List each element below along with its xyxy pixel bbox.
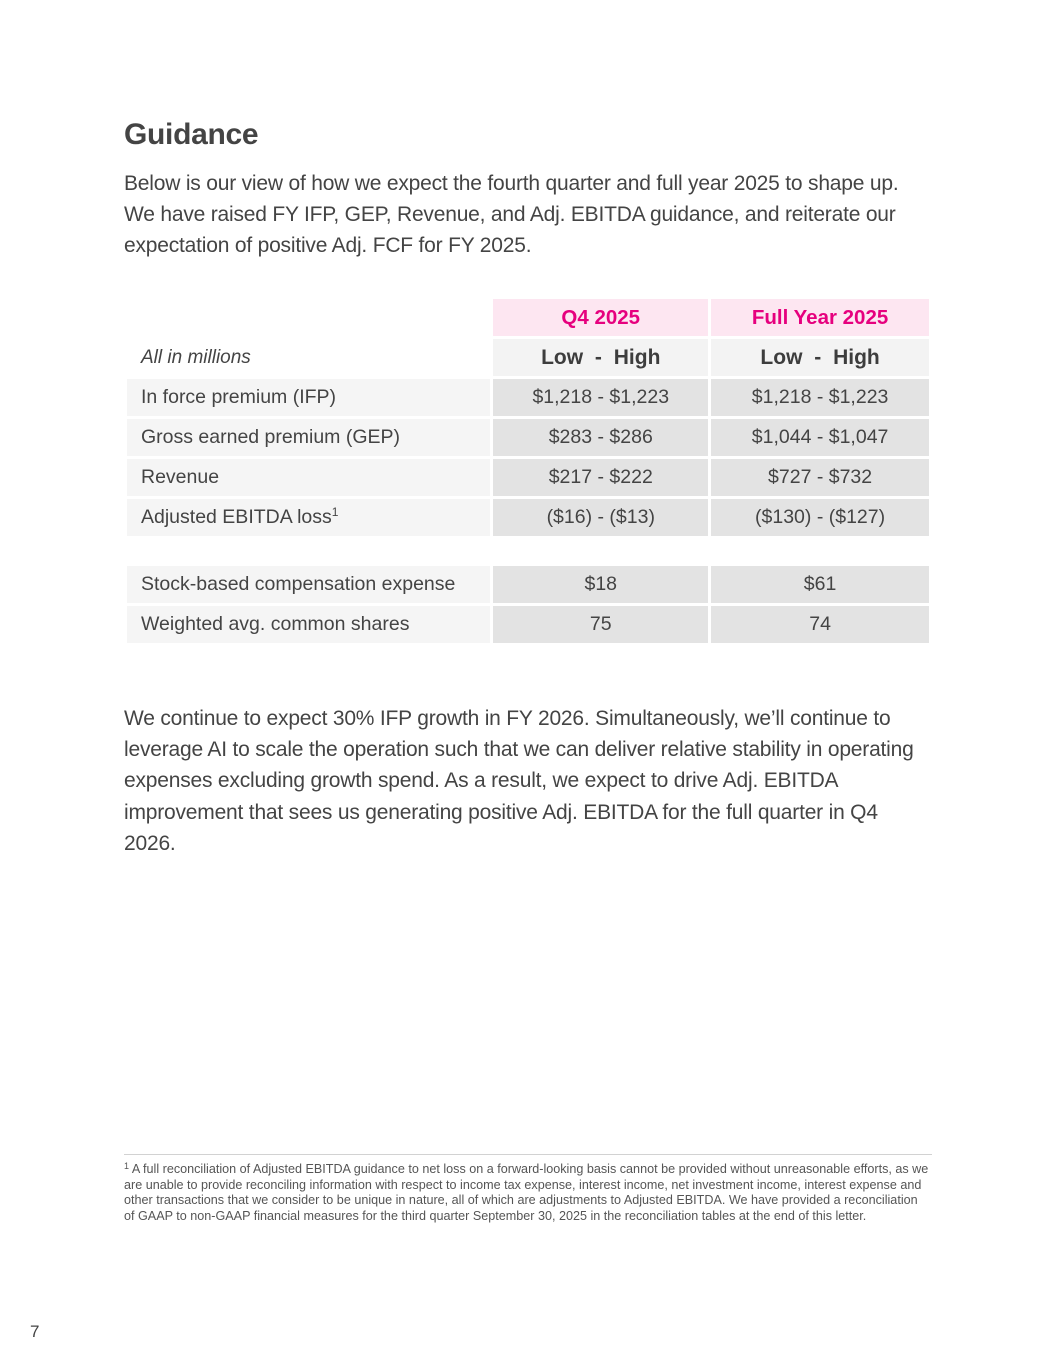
range-header-full-year: Low - High (711, 339, 929, 376)
range-header-row (127, 339, 929, 376)
full-year-value: $1,044 - $1,047 (711, 419, 929, 456)
full-year-value: $727 - $732 (711, 459, 929, 496)
guidance-table (124, 296, 932, 646)
outlook-paragraph: We continue to expect 30% IFP growth in FY 2026. Simultaneously, we’ll continue to leverage AI to scale the operation such that we can deliver relative stability in operating expenses excluding growth spend. As a result, we expect to drive Adj. EBITDA improvement that sees us generating positive Adj. EBITDA for the full quarter in Q4 2026. (124, 707, 914, 855)
q4-value: $1,218 - $1,223 (493, 379, 708, 416)
table-row (127, 459, 929, 496)
full-year-value: ($130) - ($127) (711, 499, 929, 536)
period-header-full-year: Full Year 2025 (711, 299, 929, 336)
row-label-text: Gross earned premium (GEP) (141, 426, 400, 448)
table-row (127, 566, 929, 603)
footnote-text: A full reconciliation of Adjusted EBITDA guidance to net loss on a forward-looking basis cannot be provided without unreasonable efforts, as we are unable to provide reconciling information with respect to income tax expense, interest income, net investment income, interest expense and other transactions that we consider to be unique in nature, all of which are adjustments to Adjusted EBITDA. We have provided a reconciliation of GAAP to non-GAAP financial measures for the third quarter September 30, 2025 in the reconciliation tables at the end of this letter. (124, 1162, 929, 1223)
table-row (127, 379, 929, 416)
q4-value: $283 - $286 (493, 419, 708, 456)
units-label: All in millions (141, 346, 251, 368)
full-year-value: $61 (711, 566, 929, 603)
q4-value: 75 (493, 606, 708, 643)
table-row (127, 606, 929, 643)
intro-paragraph: Below is our view of how we expect the fourth quarter and full year 2025 to shape up. We have raised FY IFP, GEP, Revenue, and Adj. EBITDA guidance, and reiterate our expectation of positive Adj. FCF for FY 2025. (124, 172, 899, 257)
table-spacer (127, 539, 929, 563)
full-year-value: 74 (711, 606, 929, 643)
page-title: Guidance (124, 118, 259, 151)
row-label-text: In force premium (IFP) (141, 386, 337, 408)
row-label (127, 459, 490, 496)
table-row (127, 419, 929, 456)
footnote (124, 1162, 930, 1224)
row-label: Stock-based compensation expense (127, 566, 490, 603)
row-label (127, 379, 490, 416)
period-header-row (127, 299, 929, 336)
q4-value: $217 - $222 (493, 459, 708, 496)
page-number: 7 (30, 1322, 40, 1341)
footnote-number: 1 (124, 1161, 130, 1171)
range-header-q4: Low - High (493, 339, 708, 376)
footnote-divider (124, 1154, 932, 1155)
row-label (127, 499, 490, 536)
row-label-text: Revenue (141, 466, 220, 488)
row-label: Weighted avg. common shares (127, 606, 490, 643)
period-header-q4: Q4 2025 (493, 299, 708, 336)
table-row (127, 499, 929, 536)
q4-value: $18 (493, 566, 708, 603)
footnote-marker: 1 (331, 505, 339, 519)
empty-header-cell (127, 299, 490, 336)
q4-value: ($16) - ($13) (493, 499, 708, 536)
row-label (127, 419, 490, 456)
full-year-value: $1,218 - $1,223 (711, 379, 929, 416)
row-label-text: Adjusted EBITDA loss (141, 506, 332, 528)
